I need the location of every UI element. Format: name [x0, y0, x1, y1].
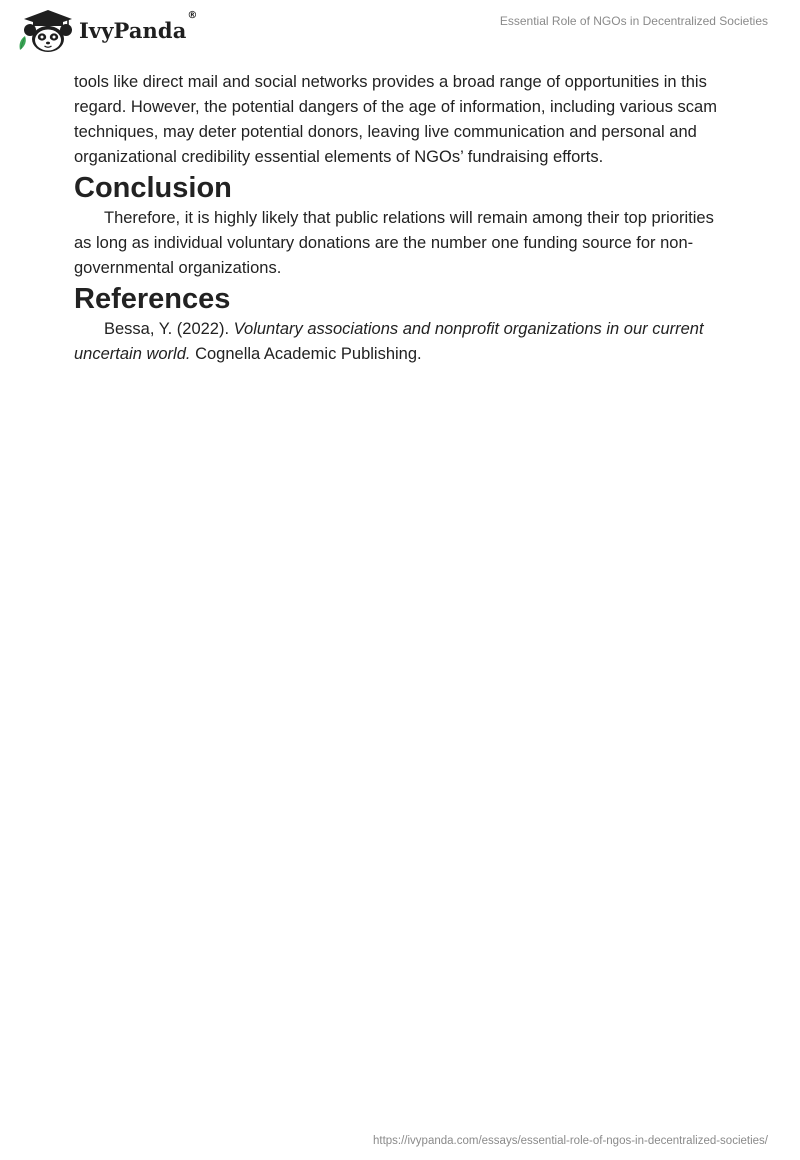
conclusion-paragraph: Therefore, it is highly likely that public relations will remain among their top priorities as long as individual voluntary donations are the number one funding source for non-governmental organizations.	[74, 209, 714, 277]
document-title: Essential Role of NGOs in Decentralized Societies	[499, 14, 768, 28]
brand-name: IvyPanda	[79, 17, 187, 43]
reference-author-year: Bessa, Y. (2022).	[104, 320, 234, 338]
reference-publisher: Cognella Academic Publishing.	[190, 345, 422, 363]
document-body	[74, 70, 734, 367]
conclusion-heading: Conclusion	[74, 172, 232, 204]
reference-title: Voluntary associations and nonprofit organizations in our current uncertain world.	[74, 320, 704, 363]
panda-graduate-icon	[16, 8, 76, 54]
intro-paragraph: tools like direct mail and social networks provides a broad range of opportunities in this regard. However, the potential dangers of the age of information, including various scam techniques, may deter potential donors, leaving live communication and personal and organizational credibility essential elements of NGOs’ fundraising efforts.	[74, 73, 717, 166]
ivypanda-logo[interactable]	[16, 8, 197, 54]
registered-mark: ®	[187, 9, 198, 21]
reference-entry	[74, 317, 734, 367]
page-header	[0, 0, 800, 70]
references-heading: References	[74, 283, 231, 315]
source-url[interactable]: https://ivypanda.com/essays/essential-role-of-ngos-in-decentralized-societies/	[372, 1135, 768, 1147]
